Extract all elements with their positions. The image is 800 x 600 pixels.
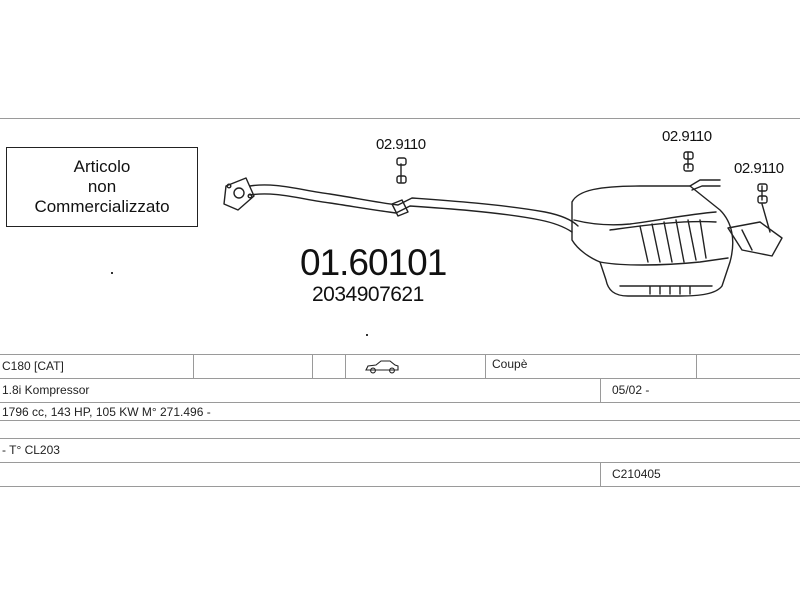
part-number: 01.60101 [300, 242, 447, 283]
catalog-code: C210405 [612, 467, 661, 481]
hanger-code-2: 02.9110 [662, 128, 712, 145]
notice-line-1: Articolo [73, 157, 131, 176]
front-flange-icon [224, 178, 254, 210]
car-coupe-icon [364, 359, 400, 375]
hanger-icon-1 [397, 158, 406, 183]
hanger-code-1: 02.9110 [376, 136, 426, 153]
notice-line-3: Commercializzato [34, 197, 170, 216]
hanger-code-3: 02.9110 [734, 160, 784, 177]
dot-marker [111, 272, 113, 274]
oem-code: 2034907621 [312, 283, 424, 306]
intermediate-pipe [250, 185, 578, 232]
hanger-icon-2 [684, 152, 693, 171]
notice-line-2: non [87, 177, 117, 196]
body-type: Coupè [492, 357, 528, 371]
production-date: 05/02 - [612, 383, 650, 397]
engine-specs: 1796 cc, 143 HP, 105 KW M° 271.496 - [2, 405, 211, 419]
dot-marker [366, 334, 368, 336]
vehicle-model: C180 [CAT] [2, 359, 64, 373]
hanger-icon-3 [758, 184, 767, 203]
rear-silencer [572, 180, 782, 296]
engine-name: 1.8i Kompressor [2, 383, 90, 397]
chassis-code: - T° CL203 [2, 443, 60, 457]
